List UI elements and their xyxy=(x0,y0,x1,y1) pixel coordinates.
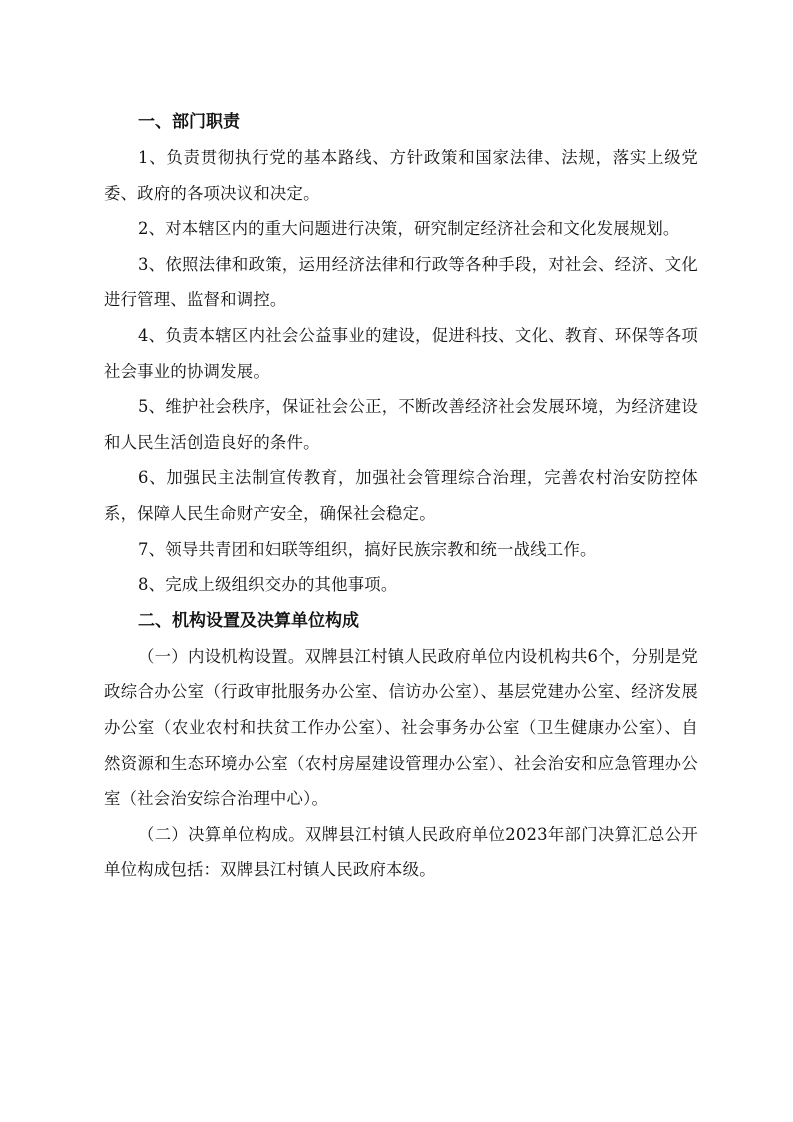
section-heading-duties: 一、部门职责 xyxy=(138,112,240,132)
structure-accounting-units: （二）决算单位构成。双牌县江村镇人民政府单位2023年部门决算汇总公开单位构成包括：双牌县江村镇人民政府本级。 xyxy=(104,824,698,880)
duty-item-5: 5、维护社会秩序，保证社会公正，不断改善经济社会发展环境，为经济建设和人民生活创造良好的条件。 xyxy=(104,397,698,452)
duty-item-2: 2、对本辖区内的重大问题进行决策，研究制定经济社会和文化发展规划。 xyxy=(138,219,680,239)
duty-item-4: 4、负责本辖区内社会公益事业的建设，促进科技、文化、教育、环保等各项社会事业的协调发展。 xyxy=(104,325,698,381)
duty-item-1: 1、负责贯彻执行党的基本路线、方针政策和国家法律、法规，落实上级党委、政府的各项决议和决定。 xyxy=(104,148,698,203)
document-page xyxy=(104,104,698,888)
duty-item-7: 7、领导共青团和妇联等组织，搞好民族宗教和统一战线工作。 xyxy=(138,539,597,559)
section-heading-structure: 二、机构设置及决算单位构成 xyxy=(138,610,359,631)
duty-item-8: 8、完成上级组织交办的其他事项。 xyxy=(138,575,398,595)
structure-internal-agencies: （一）内设机构设置。双牌县江村镇人民政府单位内设机构共6个，分别是党政综合办公室（行政审批服务办公室、信访办公室）、基层党建办公室、经济发展办公室（农业农村和扶贫工作办公室）、社会事务办公室（卫生健康办公室）、自然资源和生态环境办公室（农村房屋建设管理办公室）、社会治安和应急管理办公室（社会治安综合治理中心）。 xyxy=(104,646,698,809)
duty-item-3: 3、依照法律和政策，运用经济法律和行政等各种手段，对社会、经济、文化进行管理、监督和调控。 xyxy=(104,254,698,310)
duty-item-6: 6、加强民主法制宣传教育，加强社会管理综合治理，完善农村治安防控体系，保障人民生命财产安全，确保社会稳定。 xyxy=(104,468,698,523)
